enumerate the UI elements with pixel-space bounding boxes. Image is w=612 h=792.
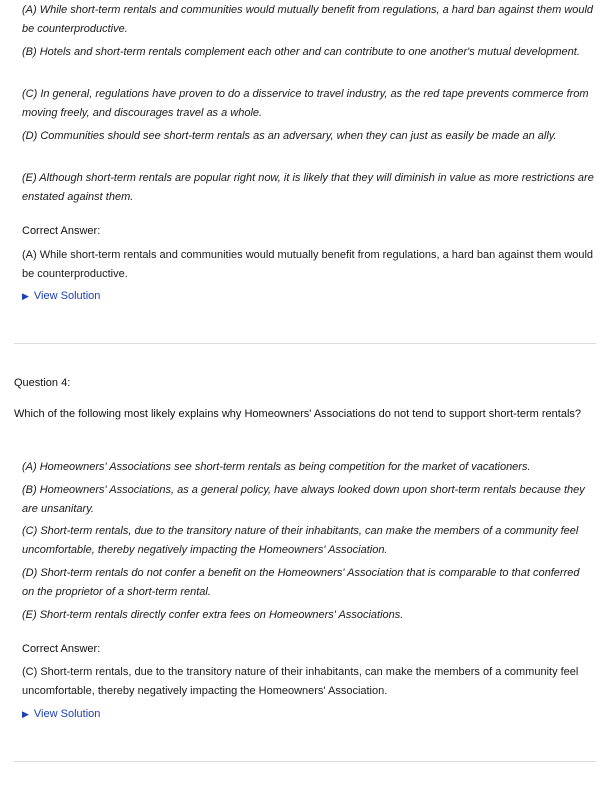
- triangle-right-icon: ▶: [22, 291, 29, 301]
- option-e: (E) Short-term rentals directly confer extra fees on Homeowners' Associations.: [22, 609, 404, 621]
- option-a: (A) While short-term rentals and communities would mutually benefit from regulations, a hard ban against them would be counterproductive.: [22, 4, 594, 35]
- triangle-right-icon: ▶: [22, 709, 29, 719]
- correct-answer-label: Correct Answer:: [22, 225, 101, 237]
- option-b: (B) Homeowners' Associations, as a general policy, have always looked down upon short-term rentals because they are unsanitary.: [22, 484, 585, 515]
- option-a: (A) Homeowners' Associations see short-term rentals as being competition for the market of vacationers.: [22, 461, 531, 473]
- view-solution-link[interactable]: [22, 706, 100, 722]
- view-solution-link[interactable]: [22, 288, 100, 304]
- correct-answer-text: (A) While short-term rentals and communities would mutually benefit from regulations, a hard ban against them would be counterproductive.: [22, 249, 594, 280]
- correct-answer-text: (C) Short-term rentals, due to the transitory nature of their inhabitants, can make the members of a community feel uncomfortable, thereby negatively impacting the Homeowners' Association.: [22, 666, 579, 697]
- option-d: (D) Short-term rentals do not confer a benefit on the Homeowners' Association that is comparable to that conferred on the proprietor of a short-term rental.: [22, 567, 580, 598]
- option-c: (C) In general, regulations have proven to do a disservice to travel industry, as the red tape prevents commerce from moving freely, and discourages travel as a whole.: [22, 88, 589, 119]
- view-solution-label: View Solution: [33, 708, 101, 720]
- option-c: (C) Short-term rentals, due to the transitory nature of their inhabitants, can make the members of a community feel uncomfortable, thereby negatively impacting the Homeowners' Association.: [22, 525, 579, 556]
- view-solution-label: View Solution: [33, 290, 101, 302]
- question-text: Which of the following most likely explains why Homeowners' Associations do not tend to support short-term rentals?: [14, 408, 582, 420]
- divider: [14, 761, 596, 762]
- option-b: (B) Hotels and short-term rentals complement each other and can contribute to one another's mutual development.: [22, 46, 580, 58]
- option-d: (D) Communities should see short-term rentals as an adversary, when they can just as easily be made an ally.: [22, 130, 557, 142]
- correct-answer-label: Correct Answer:: [22, 643, 101, 655]
- divider: [14, 343, 596, 344]
- question-label: Question 4:: [14, 377, 71, 389]
- option-e: (E) Although short-term rentals are popular right now, it is likely that they will diminish in value as more restrictions are enstated against them.: [22, 172, 594, 203]
